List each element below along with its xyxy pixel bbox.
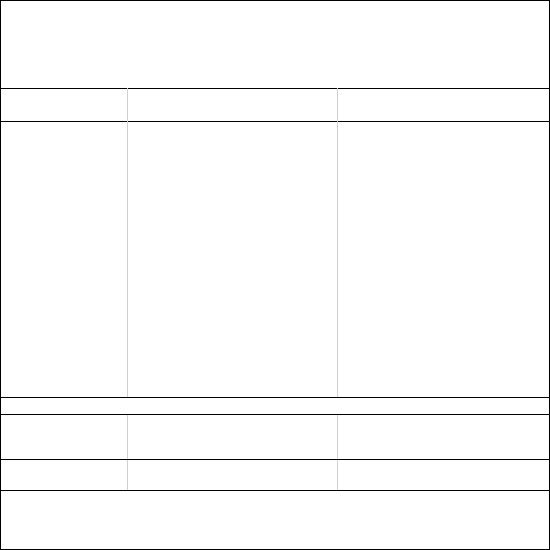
separator (1, 397, 549, 398)
divider-mid (337, 88, 338, 397)
separator (1, 459, 549, 460)
divider-left (127, 88, 128, 397)
separator (1, 414, 549, 415)
separator (1, 490, 549, 491)
divider-left-bottom (127, 414, 128, 490)
table-header (1, 88, 549, 122)
divider-mid-bottom (337, 414, 338, 490)
